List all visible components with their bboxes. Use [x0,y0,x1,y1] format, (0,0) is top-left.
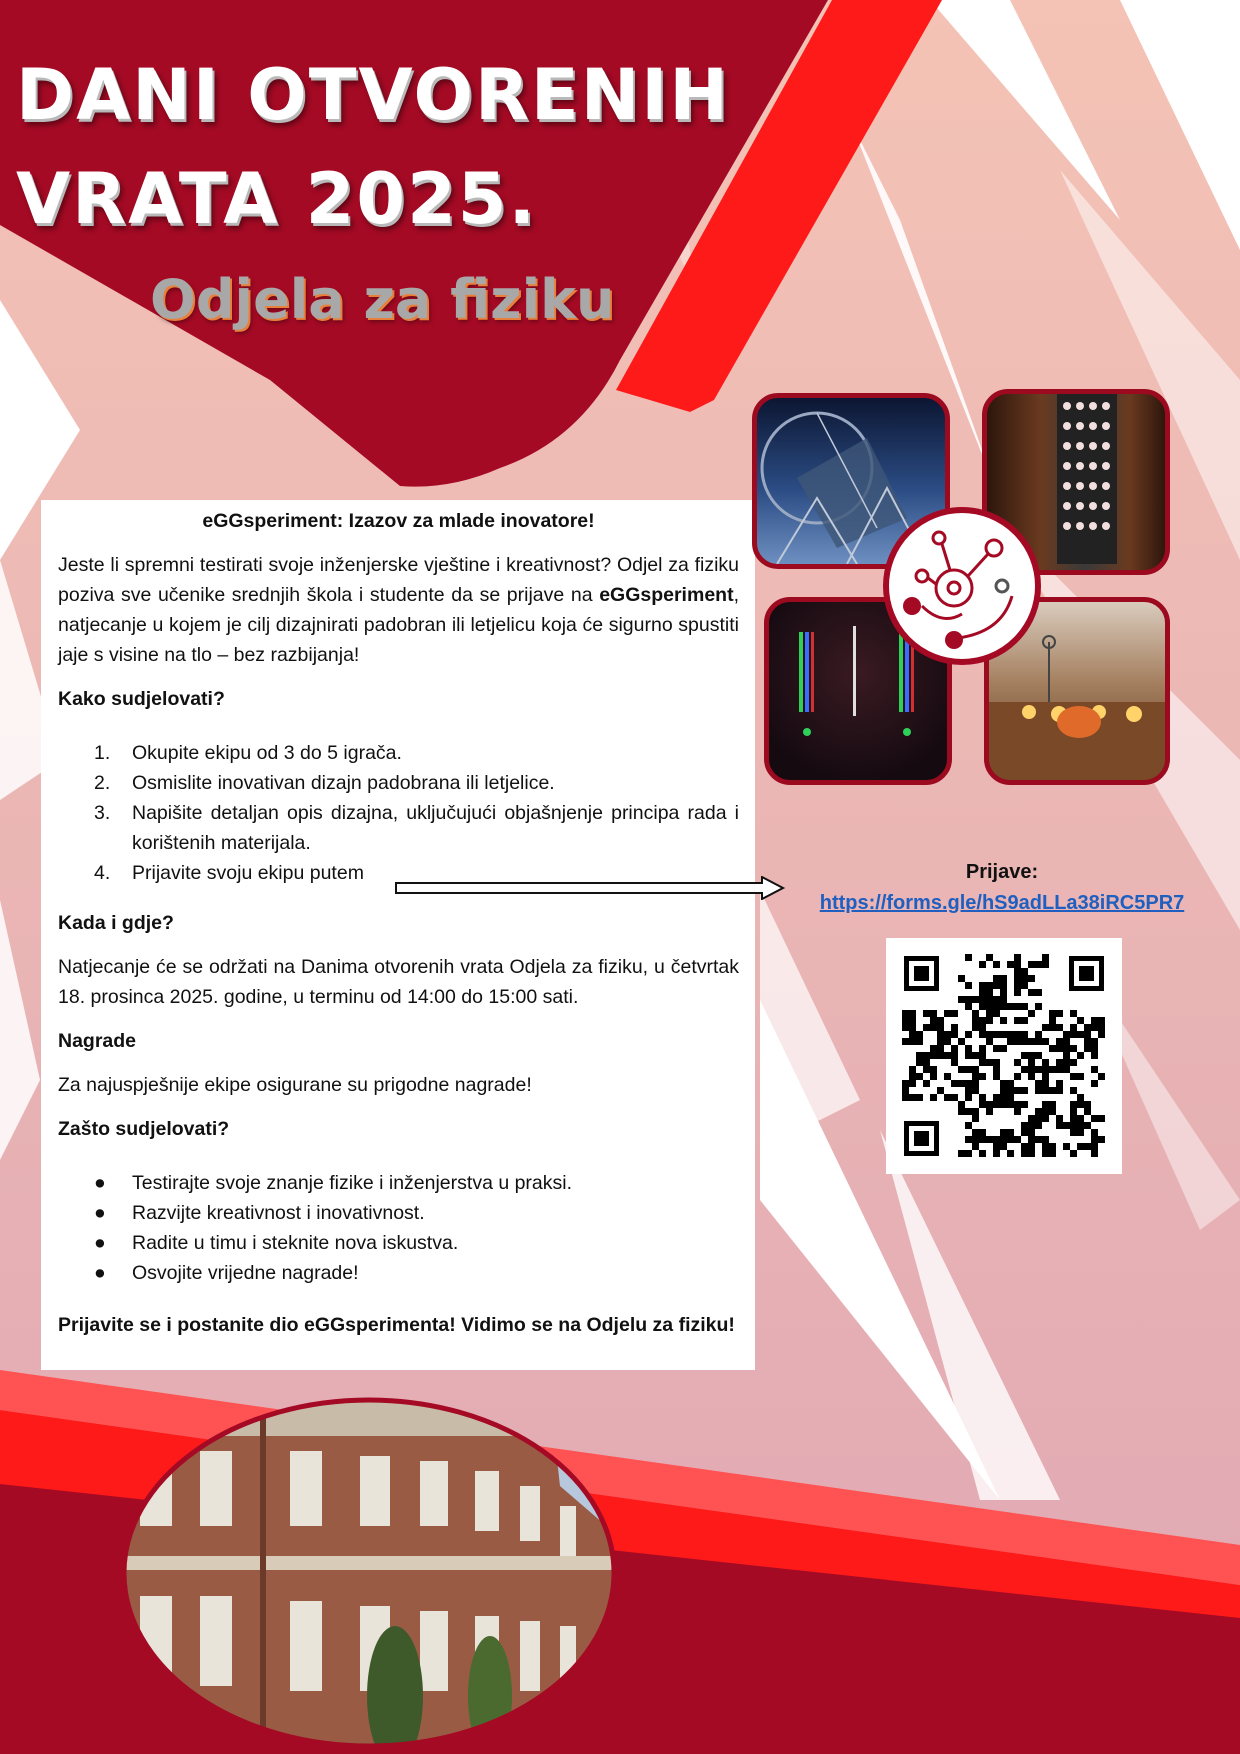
prizes-heading: Nagrade [58,1030,137,1052]
list-item [58,768,739,798]
bullet: ● [94,1172,106,1194]
intro-text: Jeste li spremni testirati svoje inženjerske vještine i kreativnost? Odjel za fiziku poziva sve učenike srednjih škola i studente da se prijave na [58,554,739,606]
list-text: Osmislite inovativan dizajn padobrana ili letjelice. [132,772,555,794]
right-arrow-icon [394,876,786,900]
intro-text-end: , natjecanje u kojem je cilj dizajnirati padobran ili letjelicu koja će sigurno spustiti jaje s visine na tlo – bez razbijanja! [58,584,739,666]
list-text: Prijavite svoju ekipu putem [132,862,364,884]
list-text: Osvojite vrijedne nagrade! [132,1262,359,1284]
page-title-line-2: VRATA 2025. [16,158,538,240]
content-heading: eGGsperiment: Izazov za mlade inovatore! [202,510,595,532]
when-heading: Kada i gdje? [58,912,174,934]
why-list [58,1168,739,1288]
how-steps-list [58,738,739,888]
list-item [58,1258,739,1288]
list-item [58,1228,739,1258]
list-text: Radite u timu i steknite nova iskustva. [132,1232,459,1254]
list-item [58,1168,739,1198]
list-item [58,1198,739,1228]
list-text: Razvijte kreativnost i inovativnost. [132,1202,425,1224]
bullet: ● [94,1262,106,1284]
why-heading: Zašto sudjelovati? [58,1118,230,1140]
list-text: Testirajte svoje znanje fizike i inženjerstva u praksi. [132,1172,573,1194]
faculty-building-photo [120,1396,618,1750]
list-text: Napišite detaljan opis dizajna, uključujući objašnjenje principa rada i korištenih materijala. [132,802,739,854]
list-number: 2. [94,772,111,794]
registration-label: Prijave: [965,861,1039,883]
qr-code-icon [886,938,1122,1174]
closing-line: Prijavite se i postanite dio eGGsperimenta! Vidimo se na Odjelu za fiziku! [58,1314,735,1336]
when-paragraph: Natjecanje će se održati na Danima otvorenih vrata Odjela za fiziku, u četvrtak 18. prosinca 2025. godine, u terminu od 14:00 do 15:00 sati. [58,956,739,1008]
list-item [58,738,739,768]
how-heading: Kako sudjelovati? [58,688,225,710]
page-subtitle: Odjela za fiziku [150,268,615,331]
bullet: ● [94,1232,106,1254]
list-number: 4. [94,862,111,884]
list-number: 3. [94,802,111,824]
prizes-paragraph: Za najuspješnije ekipe osigurane su prigodne nagrade! [58,1074,532,1096]
intro-bold-name: eGGsperiment [599,584,734,606]
list-number: 1. [94,742,111,764]
intro-paragraph [58,550,739,670]
registration-link[interactable]: https://forms.gle/hS9adLLa38iRC5PR7 [819,892,1185,914]
molecule-network-icon [882,506,1042,666]
page-title-line-1: DANI OTVORENIH [16,54,730,136]
list-text: Okupite ekipu od 3 do 5 igrača. [132,742,402,764]
bullet: ● [94,1202,106,1224]
list-item [58,798,739,858]
content-body [58,506,739,1340]
